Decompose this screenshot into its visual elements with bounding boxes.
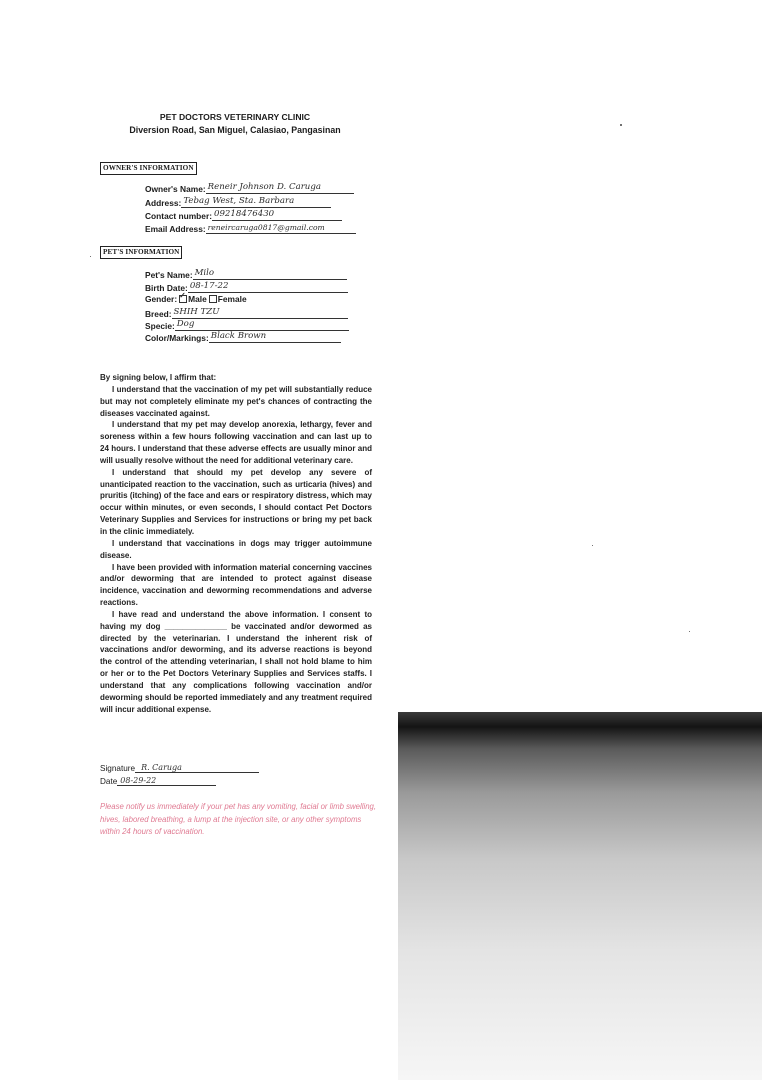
consent-paragraph-6: I have read and understand the above information. I consent to having my dog ______________ be vaccinated and/or dewormed as directed by the veterinarian. I understand the inherent risk of vaccinations and/or deworming, and its adverse reactions is beyond the control of the attending veterinarian, I shall not hold blame to him or her or to the Pet Doctors Veterinary Supplies and Services staffs. I understand that any complications following vaccination and/or deworming should be reported immediately and any treatment required will incur additional expense. [100,609,372,714]
email-row [145,222,356,234]
owner-address-label: Address: [145,198,182,208]
pet-name-label: Pet's Name: [145,270,193,280]
email-field[interactable]: reneircaruga0817@gmail.com [206,222,356,234]
date-row [100,776,216,786]
scan-speck [620,124,622,126]
owner-section-heading: OWNER'S INFORMATION [100,162,197,175]
gender-female-checkbox[interactable] [209,295,217,303]
consent-paragraph-2: I understand that my pet may develop anorexia, lethargy, fever and soreness within a few hours following vaccination and can last up to 24 hours. I understand that these adverse effects are usually minor and will usually resolve without the need for additional veterinary care. [100,420,372,465]
pet-section-heading: PET'S INFORMATION [100,246,182,259]
owner-address-field[interactable]: Tebag West, Sta. Barbara [181,196,331,208]
breed-field[interactable]: SHIH TZU [172,307,348,319]
contact-number-row [145,209,342,221]
owner-address-row [145,196,331,208]
contact-number-field[interactable]: 09218476430 [212,209,342,221]
date-label: Date [100,777,118,786]
contact-number-label: Contact number: [145,211,212,221]
gender-row [145,294,247,306]
owner-name-row [145,182,354,194]
scan-speck [90,256,91,257]
scan-shadow-artifact [398,712,762,1080]
breed-label: Breed: [145,309,172,319]
signature-label: Signature [100,764,136,773]
pet-name-field[interactable]: Milo [193,268,347,280]
gender-male-label: Male [188,294,207,304]
consent-paragraph-1: I understand that the vaccination of my pet will substantially reduce but may not completely eliminate my pet's chances of contracting the diseases vaccinated against. [100,384,372,418]
clinic-name: PET DOCTORS VETERINARY CLINIC [159,112,311,122]
consent-paragraph-3: I understand that should my pet develop any severe of unanticipated reaction to the vaccination, such as urticaria (hives) and pruritis (itching) of the face and ears or respiratory distress, which may occur within minutes, or even seconds, I should contact Pet Doctors Veterinary Supplies and Services for instructions or bring my pet back in the clinic immediately. [100,467,372,536]
scan-speck [689,631,690,632]
color-markings-row [145,331,341,343]
color-markings-label: Color/Markings: [145,333,209,343]
email-label: Email Address: [145,224,206,234]
gender-label: Gender: [145,294,178,304]
gender-female-label: Female [217,294,247,304]
specie-label: Specie: [145,321,175,331]
pet-name-row [145,268,347,280]
consent-paragraph-4: I understand that vaccinations in dogs may trigger autoimmune disease. [100,538,372,560]
breed-row [145,307,348,319]
signature-field[interactable]: R. Caruga [135,763,259,773]
color-markings-field[interactable]: Black Brown [209,331,341,343]
birth-date-field[interactable]: 08-17-22 [188,281,348,293]
consent-text [100,372,372,715]
gender-male-checkbox[interactable] [179,295,187,303]
birth-date-label: Birth Date: [145,283,188,293]
specie-row [145,319,349,331]
birth-date-row [145,281,348,293]
owner-name-label: Owner's Name: [145,184,206,194]
date-field[interactable]: 08-29-22 [117,776,216,786]
owner-name-field[interactable]: Reneir Johnson D. Caruga [206,182,354,194]
consent-lead: By signing below, I affirm that: [100,373,217,382]
clinic-address: Diversion Road, San Miguel, Calasiao, Pangasinan [129,125,341,135]
aftercare-notice: Please notify us immediately if your pet has any vomiting, facial or limb swelling, hives, labored breathing, a lump at the injection site, or any other symptoms within 24 hours of vaccination. [100,802,377,836]
scan-speck [592,545,593,546]
consent-paragraph-5: I have been provided with information material concerning vaccines and/or deworming that are intended to protect against disease incidence, vaccination and deworming recommendations and adverse reactions. [100,562,372,608]
signature-row [100,763,259,773]
specie-field[interactable]: Dog [175,319,349,331]
